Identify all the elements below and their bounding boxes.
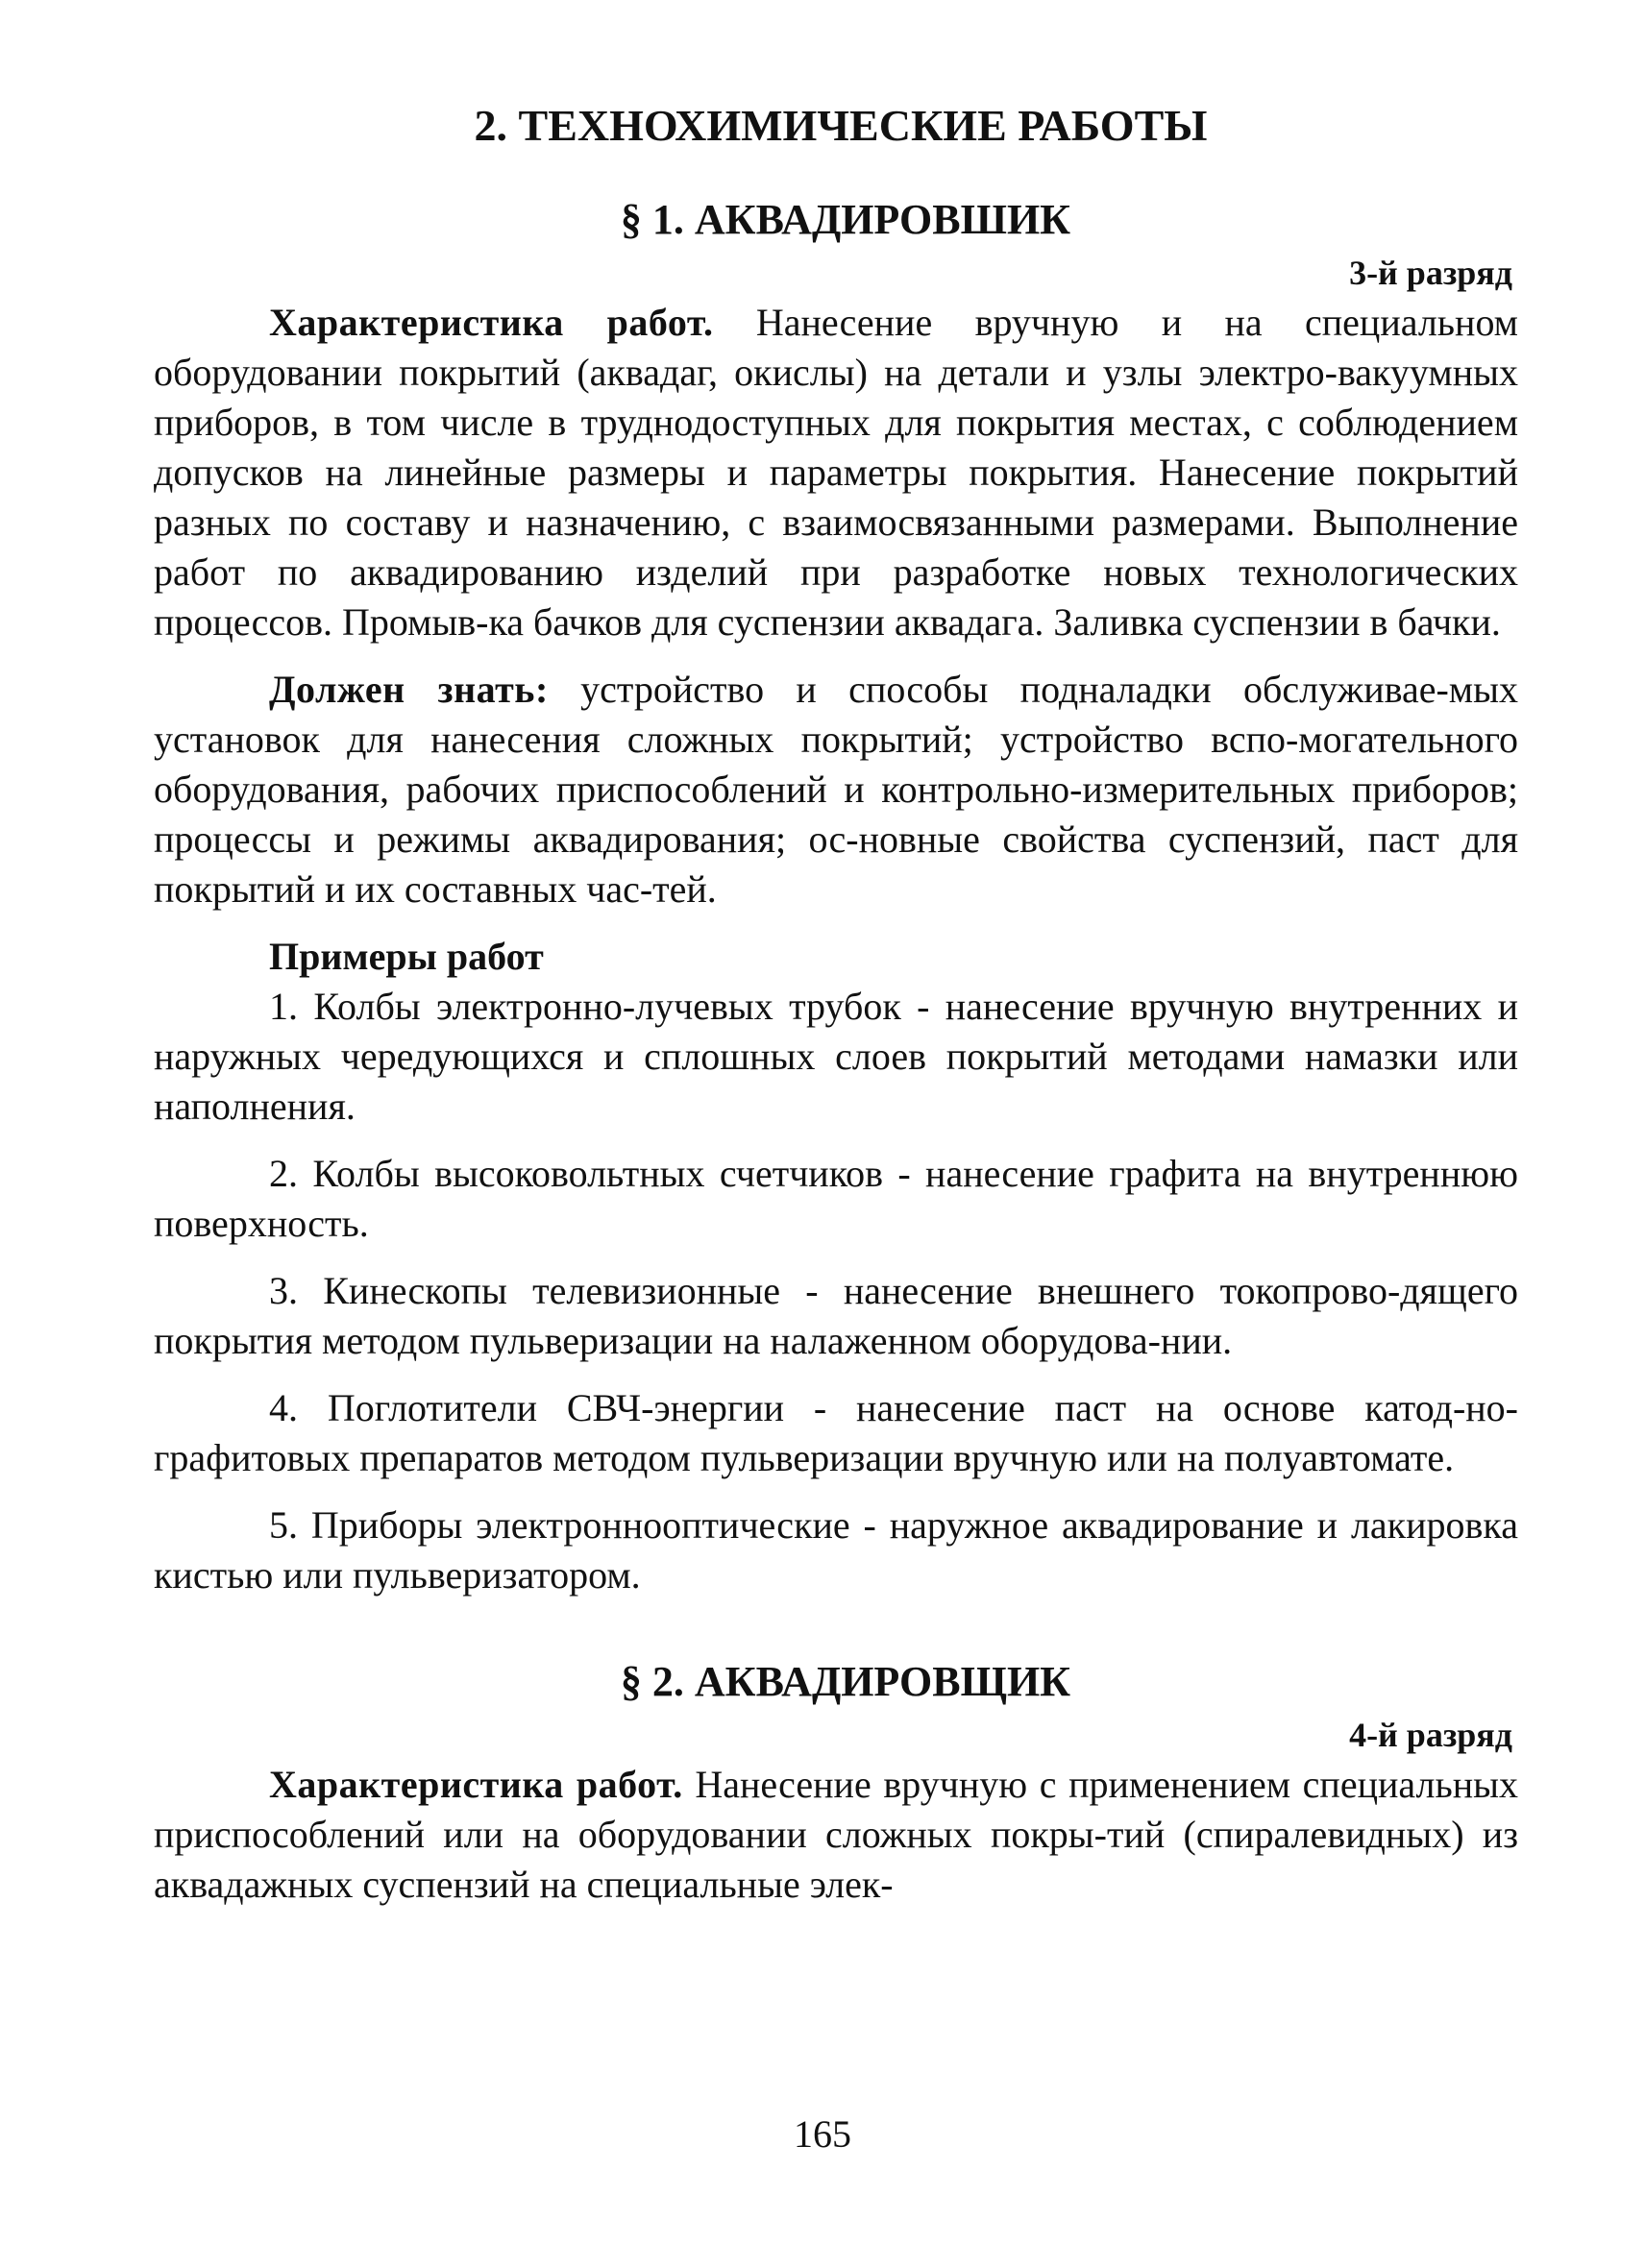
example-item: 1. Колбы электронно-лучевых трубок - нанесение вручную внутренних и наружных чередующихся и сплошных слоев покрытий методами намазки или наполнения.	[154, 985, 1518, 1128]
section-1-knowledge-label: Должен знать:	[269, 668, 549, 711]
section-1-characteristics	[154, 298, 1518, 647]
section-1-knowledge-text: устройство и способы подналадки обслуживае-мых установок для нанесения сложных покрытий; устройство вспо-могательного оборудования, рабочих приспособлений и контрольно-измерительных приборов; процессы и режимы аквадирования; ос-новные свойства суспензий, паст для покрытий и их составных час-тей.	[154, 668, 1518, 911]
section-1-title: § 1. АКВАДИРОВШИК	[620, 196, 1071, 243]
section-2-grade: 4-й разряд	[1349, 1716, 1512, 1754]
example-item: 4. Поглотители СВЧ-энергии - нанесение паст на основе катод-но-графитовых препаратов методом пульверизации вручную или на полуавтомате.	[154, 1386, 1518, 1479]
example-item: 2. Колбы высоковольтных счетчиков - нанесение графита на внутреннюю поверхность.	[154, 1152, 1518, 1245]
section-1-grade: 3-й разряд	[1349, 254, 1512, 292]
page-number: 165	[794, 2112, 851, 2156]
section-2-characteristics-label: Характеристика работ.	[269, 1763, 683, 1806]
example-item: 3. Кинескопы телевизионные - нанесение внешнего токопрово-дящего покрытия методом пульверизации на налаженном оборудова-нии.	[154, 1269, 1518, 1362]
chapter-title: 2. ТЕХНОХИМИЧЕСКИЕ РАБОТЫ	[474, 101, 1208, 150]
section-1-examples-heading: Примеры работ	[269, 935, 544, 978]
section-2-characteristics-text: Нанесение вручную с применением специальных приспособлений или на оборудовании сложных покры-тий (спиралевидных) из аквадажных суспензий на специальные элек-	[154, 1763, 1518, 1906]
section-2-title: § 2. АКВАДИРОВЩИК	[620, 1658, 1071, 1705]
section-1-characteristics-text: Нанесение вручную и на специальном оборудовании покрытий (аквадаг, окислы) на детали и узлы электро-вакуумных приборов, в том числе в труднодоступных для покрытия местах, с соблюдением допусков на линейные размеры и параметры покрытия. Нанесение покрытий разных по составу и назначению, с взаимосвязанными размерами. Выполнение работ по аквадированию изделий при разработке новых технологических процессов. Промыв-ка бачков для суспензии аквадага. Заливка суспензии в бачки.	[154, 301, 1518, 644]
section-1-knowledge	[154, 665, 1518, 915]
example-item: 5. Приборы электроннооптические - наружное аквадирование и лакировка кистью или пульверизатором.	[154, 1503, 1518, 1597]
section-2-characteristics	[154, 1760, 1518, 1910]
document-page	[154, 96, 1518, 2209]
section-1-characteristics-label: Характеристика работ.	[269, 301, 714, 344]
